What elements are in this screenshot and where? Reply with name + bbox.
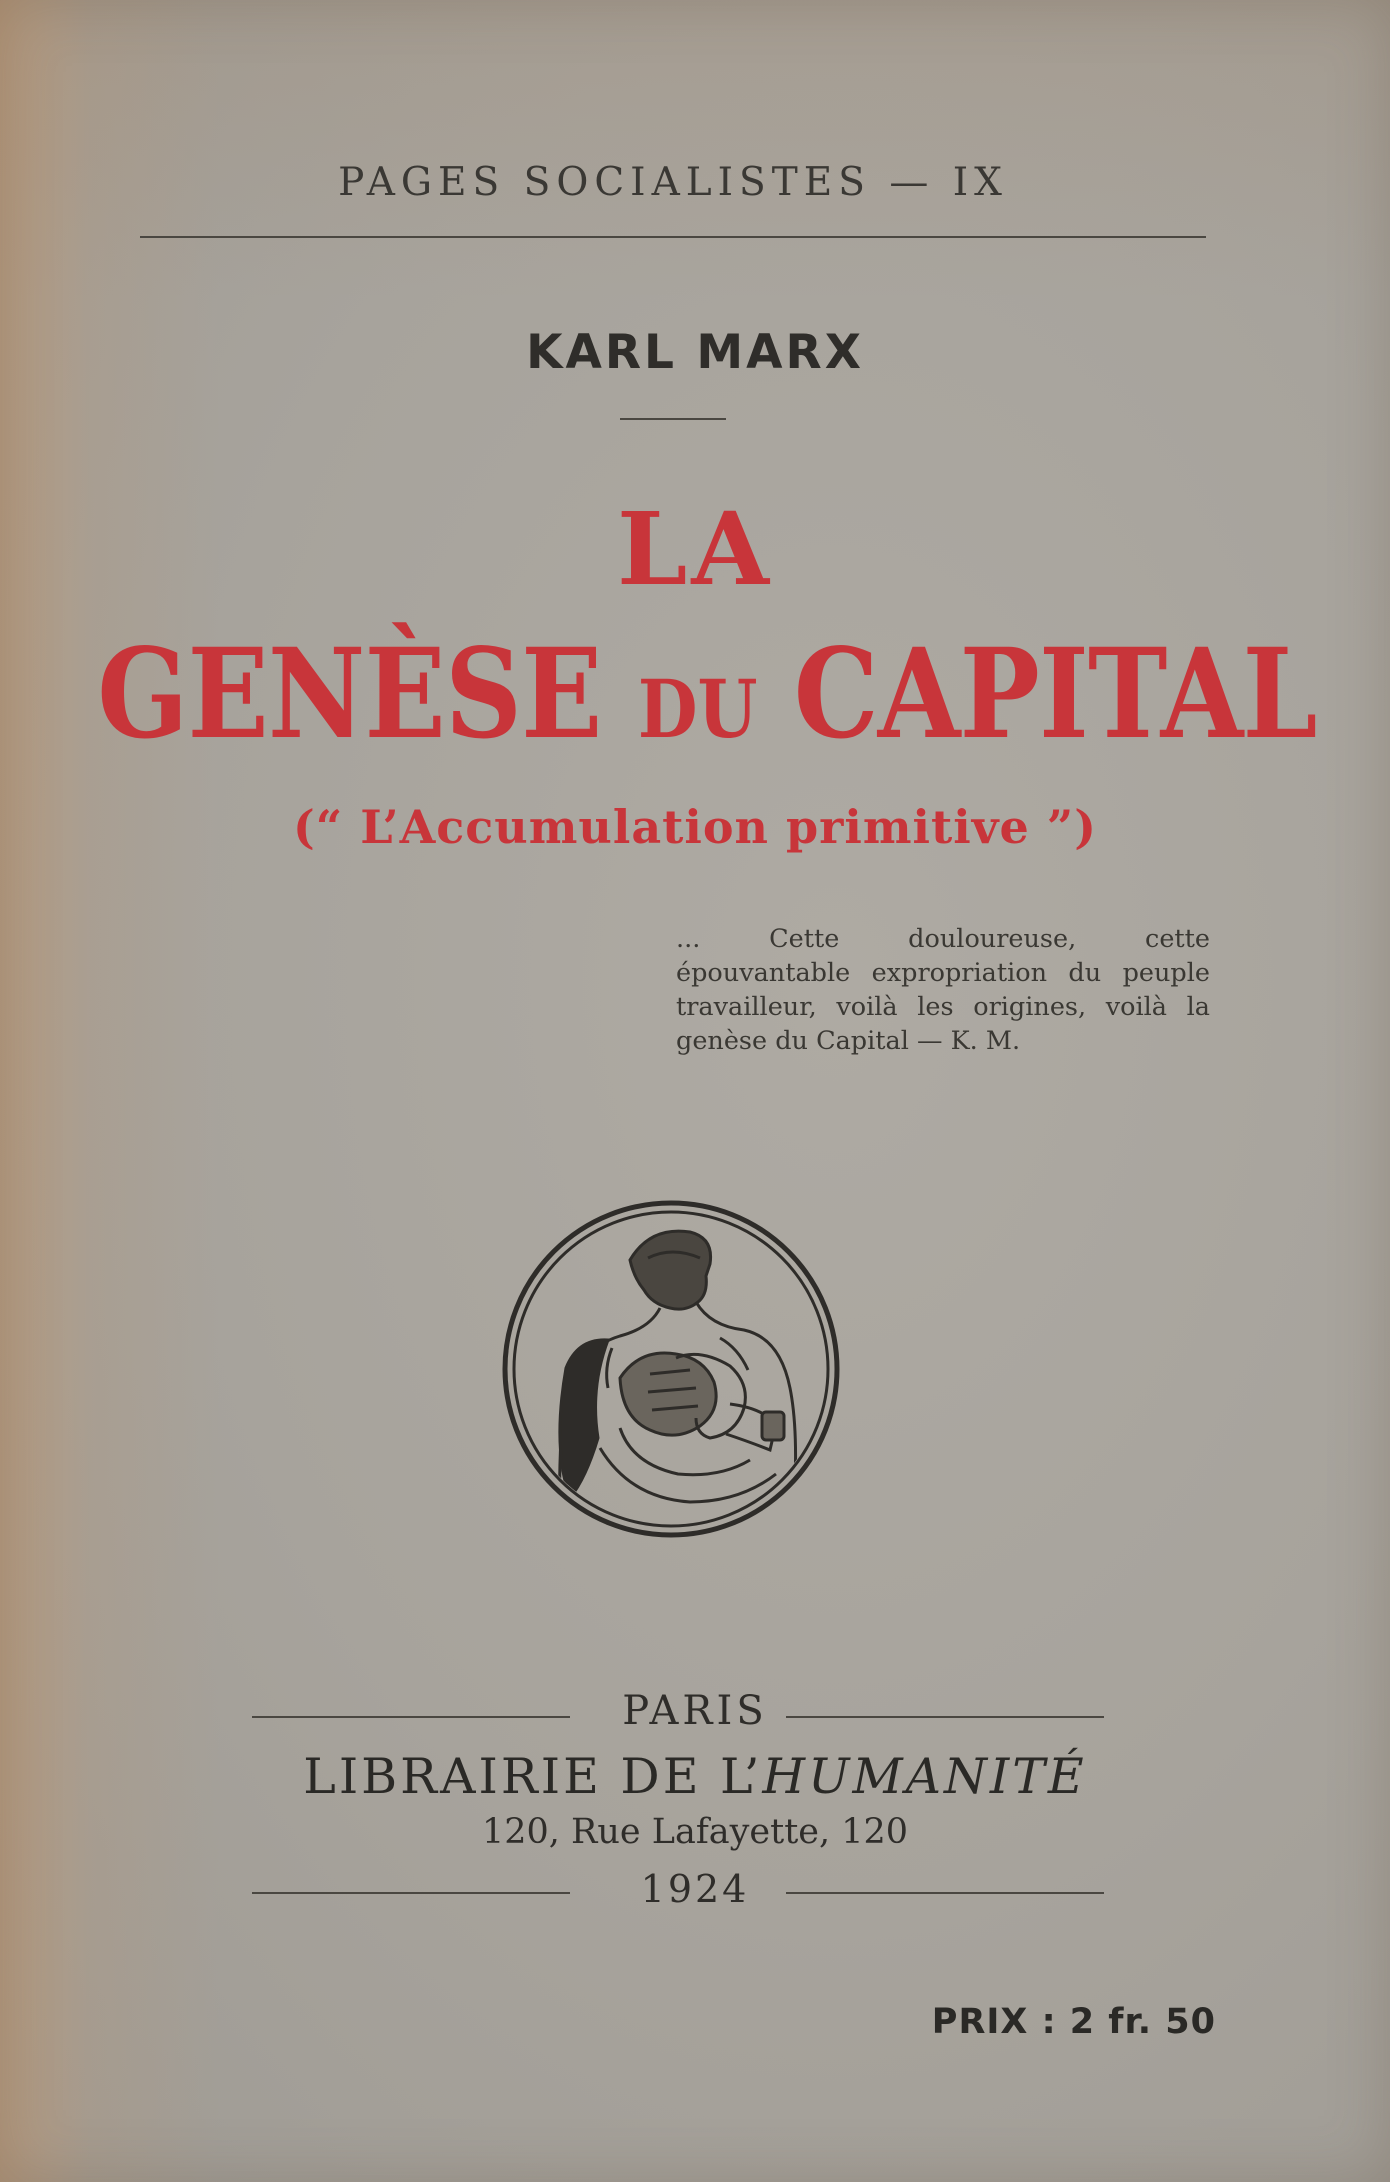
book-title bbox=[97, 622, 1317, 767]
series-title: PAGES SOCIALISTES — IX bbox=[338, 160, 1008, 205]
publication-year: 1924 bbox=[640, 1867, 750, 1911]
worker-emblem-illustration bbox=[500, 1198, 842, 1540]
publication-city: PARIS bbox=[622, 1688, 768, 1734]
publisher-title: HUMANITÉ bbox=[762, 1748, 1087, 1805]
author-name: KARL MARX bbox=[526, 325, 864, 380]
price-label: PRIX : 2 fr. 50 bbox=[931, 2002, 1216, 2042]
epigraph bbox=[676, 922, 1210, 1058]
subtitle: (“ L’Accumulation primitive ”) bbox=[293, 800, 1097, 854]
title-word-capital: CAPITAL bbox=[793, 622, 1317, 767]
top-rule bbox=[140, 236, 1206, 238]
epigraph-text: ... Cette douloureuse, cette épouvantable expropriation du peuple travailleur, voilà les origines, voilà la genèse du Capital — K. M. bbox=[676, 924, 1210, 1056]
publisher-name bbox=[0, 1748, 1390, 1805]
title-word-genese: GENÈSE bbox=[97, 622, 602, 767]
title-article: LA bbox=[617, 490, 773, 608]
author-divider bbox=[620, 418, 726, 420]
publisher-prefix: LIBRAIRIE DE L’ bbox=[303, 1748, 763, 1805]
title-word-du: DU bbox=[637, 662, 758, 756]
publisher-address: 120, Rue Lafayette, 120 bbox=[481, 1812, 909, 1852]
